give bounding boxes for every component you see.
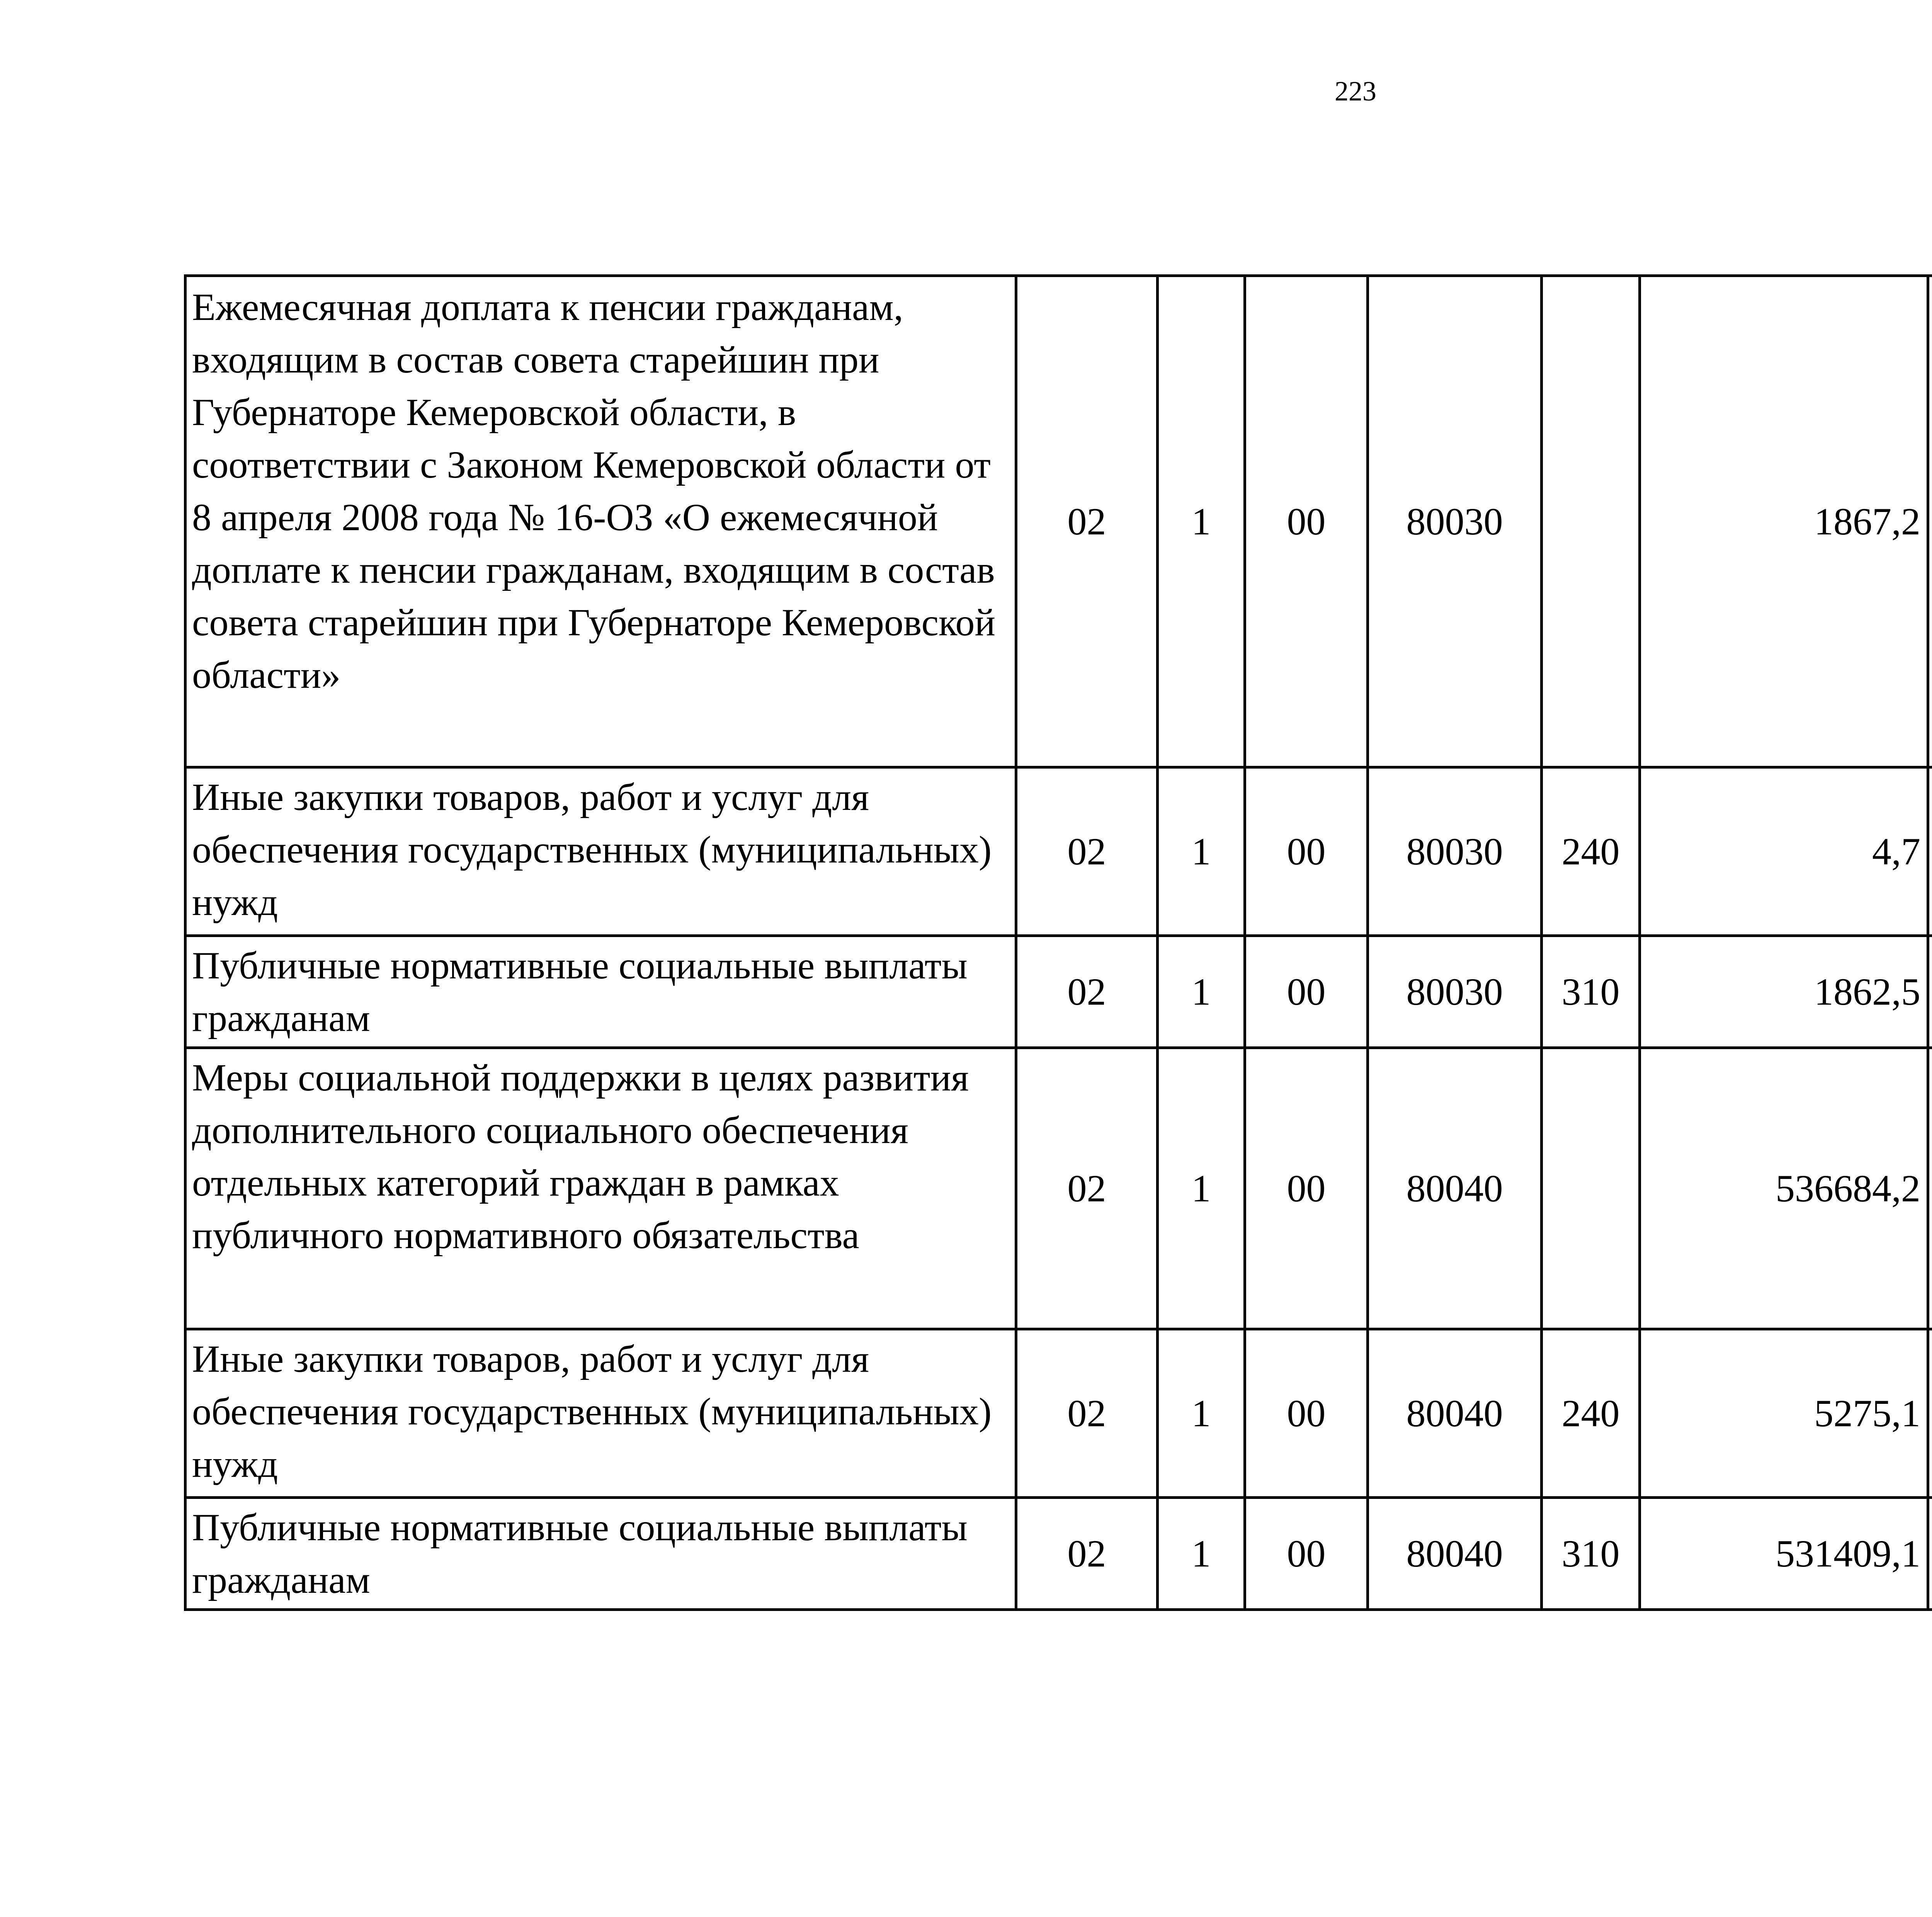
direction-code: 00 (1245, 276, 1368, 767)
amount-year-1: 531409,1 (1640, 1498, 1928, 1610)
expense-type-code (1542, 1048, 1640, 1329)
table-row (185, 1329, 1932, 1498)
row-description: Публичные нормативные социальные выплаты гражданам (185, 1498, 1016, 1610)
amount-year-2 (1928, 1498, 1932, 1610)
expense-type-code: 310 (1542, 936, 1640, 1048)
row-description: Ежемесячная доплата к пенсии гражданам, входящим в состав совета старейшин при Губернаторе Кемеровской области, в соответствии с Законом Кемеровской области от 8 апреля 2008 года № 16-ОЗ «О ежемесячной доплате к пенсии гражданам, входящим в состав совета старейшин при Губернаторе Кемеровской области» (185, 276, 1016, 767)
target-code: 80030 (1368, 767, 1542, 936)
amount-year-1: 536684,2 (1640, 1048, 1928, 1329)
amount-year-2 (1928, 936, 1932, 1048)
direction-code: 00 (1245, 1048, 1368, 1329)
amount-year-1: 1862,5 (1640, 936, 1928, 1048)
row-description: Публичные нормативные социальные выплаты гражданам (185, 936, 1016, 1048)
page-number: 223 (1335, 76, 1376, 107)
subprogram-code: 1 (1158, 1048, 1245, 1329)
table-row (185, 936, 1932, 1048)
program-code: 02 (1016, 767, 1158, 936)
subprogram-code: 1 (1158, 1498, 1245, 1610)
table-row (185, 1048, 1932, 1329)
target-code: 80040 (1368, 1048, 1542, 1329)
amount-year-2 (1928, 276, 1932, 767)
direction-code: 00 (1245, 767, 1368, 936)
expense-type-code: 310 (1542, 1498, 1640, 1610)
row-description: Иные закупки товаров, работ и услуг для обеспечения государственных (муниципальных) нужд (185, 1329, 1016, 1498)
subprogram-code: 1 (1158, 1329, 1245, 1498)
subprogram-code: 1 (1158, 767, 1245, 936)
expense-type-code: 240 (1542, 1329, 1640, 1498)
row-description: Меры социальной поддержки в целях развития дополнительного социального обеспечения отдельных категорий граждан в рамках публичного нормативного обязательства (185, 1048, 1016, 1329)
budget-table (184, 274, 1932, 1611)
target-code: 80030 (1368, 276, 1542, 767)
program-code: 02 (1016, 1329, 1158, 1498)
subprogram-code: 1 (1158, 936, 1245, 1048)
amount-year-1: 5275,1 (1640, 1329, 1928, 1498)
direction-code: 00 (1245, 936, 1368, 1048)
target-code: 80030 (1368, 936, 1542, 1048)
subprogram-code: 1 (1158, 276, 1245, 767)
expense-type-code: 240 (1542, 767, 1640, 936)
row-description: Иные закупки товаров, работ и услуг для обеспечения государственных (муниципальных) нужд (185, 767, 1016, 936)
direction-code: 00 (1245, 1498, 1368, 1610)
program-code: 02 (1016, 276, 1158, 767)
program-code: 02 (1016, 1048, 1158, 1329)
amount-year-2 (1928, 1048, 1932, 1329)
amount-year-1: 4,7 (1640, 767, 1928, 936)
target-code: 80040 (1368, 1498, 1542, 1610)
direction-code: 00 (1245, 1329, 1368, 1498)
expense-type-code (1542, 276, 1640, 767)
amount-year-2 (1928, 767, 1932, 936)
program-code: 02 (1016, 936, 1158, 1048)
table-row (185, 767, 1932, 936)
amount-year-1: 1867,2 (1640, 276, 1928, 767)
table-row (185, 276, 1932, 767)
table-row (185, 1498, 1932, 1610)
amount-year-2 (1928, 1329, 1932, 1498)
target-code: 80040 (1368, 1329, 1542, 1498)
program-code: 02 (1016, 1498, 1158, 1610)
